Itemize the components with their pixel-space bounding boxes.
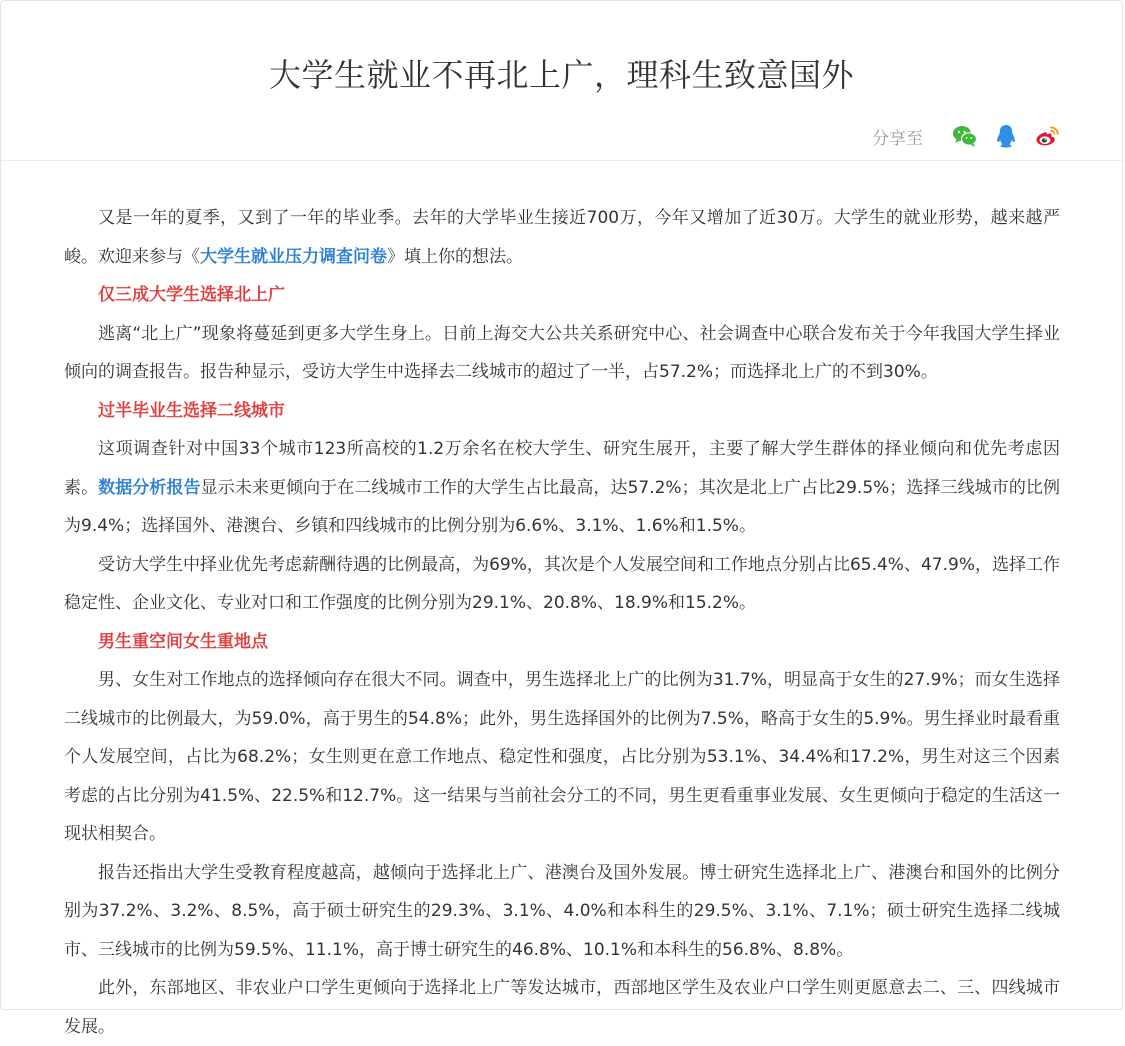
paragraph-6: 报告还指出大学生受教育程度越高，越倾向于选择北上广、港澳台及国外发展。博士研究生选择北上广、港澳台和国外的比例分别为37.2%、3.2%、8.5%，高于硕士研究生的29.3%、3.1%、4.0%和本科生的29.5%、3.1%、7.1%；硕士研究生选择二线城市、三线城市的比例为59.5%、11.1%，高于博士研究生的46.8%、10.1%和本科生的56.8%、8.8%。 [64, 862, 1060, 960]
paragraph-4: 受访大学生中择业优先考虑薪酬待遇的比例最高，为69%，其次是个人发展空间和工作地点分别占比65.4%、47.9%，选择工作稳定性、企业文化、专业对口和工作强度的比例分别为29.1%、20.8%、18.9%和15.2%。 [64, 554, 1060, 613]
section-heading-2: 过半毕业生选择二线城市 [98, 400, 285, 421]
paragraph-5: 男、女生对工作地点的选择倾向存在很大不同。调查中，男生选择北上广的比例为31.7%，明显高于女生的27.9%；而女生选择二线城市的比例最大，为59.0%，高于男生的54.8%；此外，男生选择国外的比例为7.5%，略高于女生的5.9%。男生择业时最看重个人发展空间，占比为68.2%；女生则更在意工作地点、稳定性和强度，占比分别为53.1%、34.4%和17.2%，男生对这三个因素考虑的占比分别为41.5%、22.5%和12.7%。这一结果与当前社会分工的不同，男生更看重事业发展、女生更倾向于稳定的生活这一现状相契合。 [64, 670, 1060, 844]
paragraph-7: 此外，东部地区、非农业户口学生更倾向于选择北上广等发达城市，西部地区学生及农业户口学生则更愿意去二、三、四线城市发展。 [64, 978, 1060, 1037]
paragraph-3: 这项调查针对中国33个城市123所高校的1.2万余名在校大学生、研究生展开，主要了解大学生群体的择业倾向和优先考虑因素。数据分析报告显示未来更倾向于在二线城市工作的大学生占比最高，达57.2%；其次是北上广占比29.5%；选择三线城市的比例为9.4%；选择国外、港澳台、乡镇和四线城市的比例分别为6.6%、3.1%、1.6%和1.5%。 [64, 439, 1060, 536]
data-report-link[interactable]: 数据分析报告 [98, 477, 201, 498]
wechat-share-icon[interactable] [952, 123, 978, 149]
share-bar [872, 121, 1060, 151]
share-label: 分享至 [872, 128, 923, 149]
qq-share-icon[interactable] [993, 123, 1019, 149]
article-body [64, 199, 1060, 1046]
article-header [1, 1, 1122, 161]
section-heading-3: 男生重空间女生重地点 [98, 631, 268, 652]
paragraph-intro: 又是一年的夏季，又到了一年的毕业季。去年的大学毕业生接近700万，今年又增加了近30万。大学生的就业形势，越来越严峻。欢迎来参与《大学生就业压力调查问卷》填上你的想法。 [64, 208, 1060, 267]
article-title: 大学生就业不再北上广，理科生致意国外 [268, 56, 854, 94]
section-heading-1: 仅三成大学生选择北上广 [98, 285, 285, 305]
paragraph-2: 逃离“北上广”现象将蔓延到更多大学生身上。日前上海交大公共关系研究中心、社会调查中心联合发布关于今年我国大学生择业倾向的调查报告。报告种显示，受访大学生中选择去二线城市的超过了一半，占57.2%；而选择北上广的不到30%。 [64, 323, 1060, 382]
weibo-share-icon[interactable] [1034, 123, 1060, 149]
survey-link[interactable]: 大学生就业压力调查问卷 [200, 246, 387, 267]
